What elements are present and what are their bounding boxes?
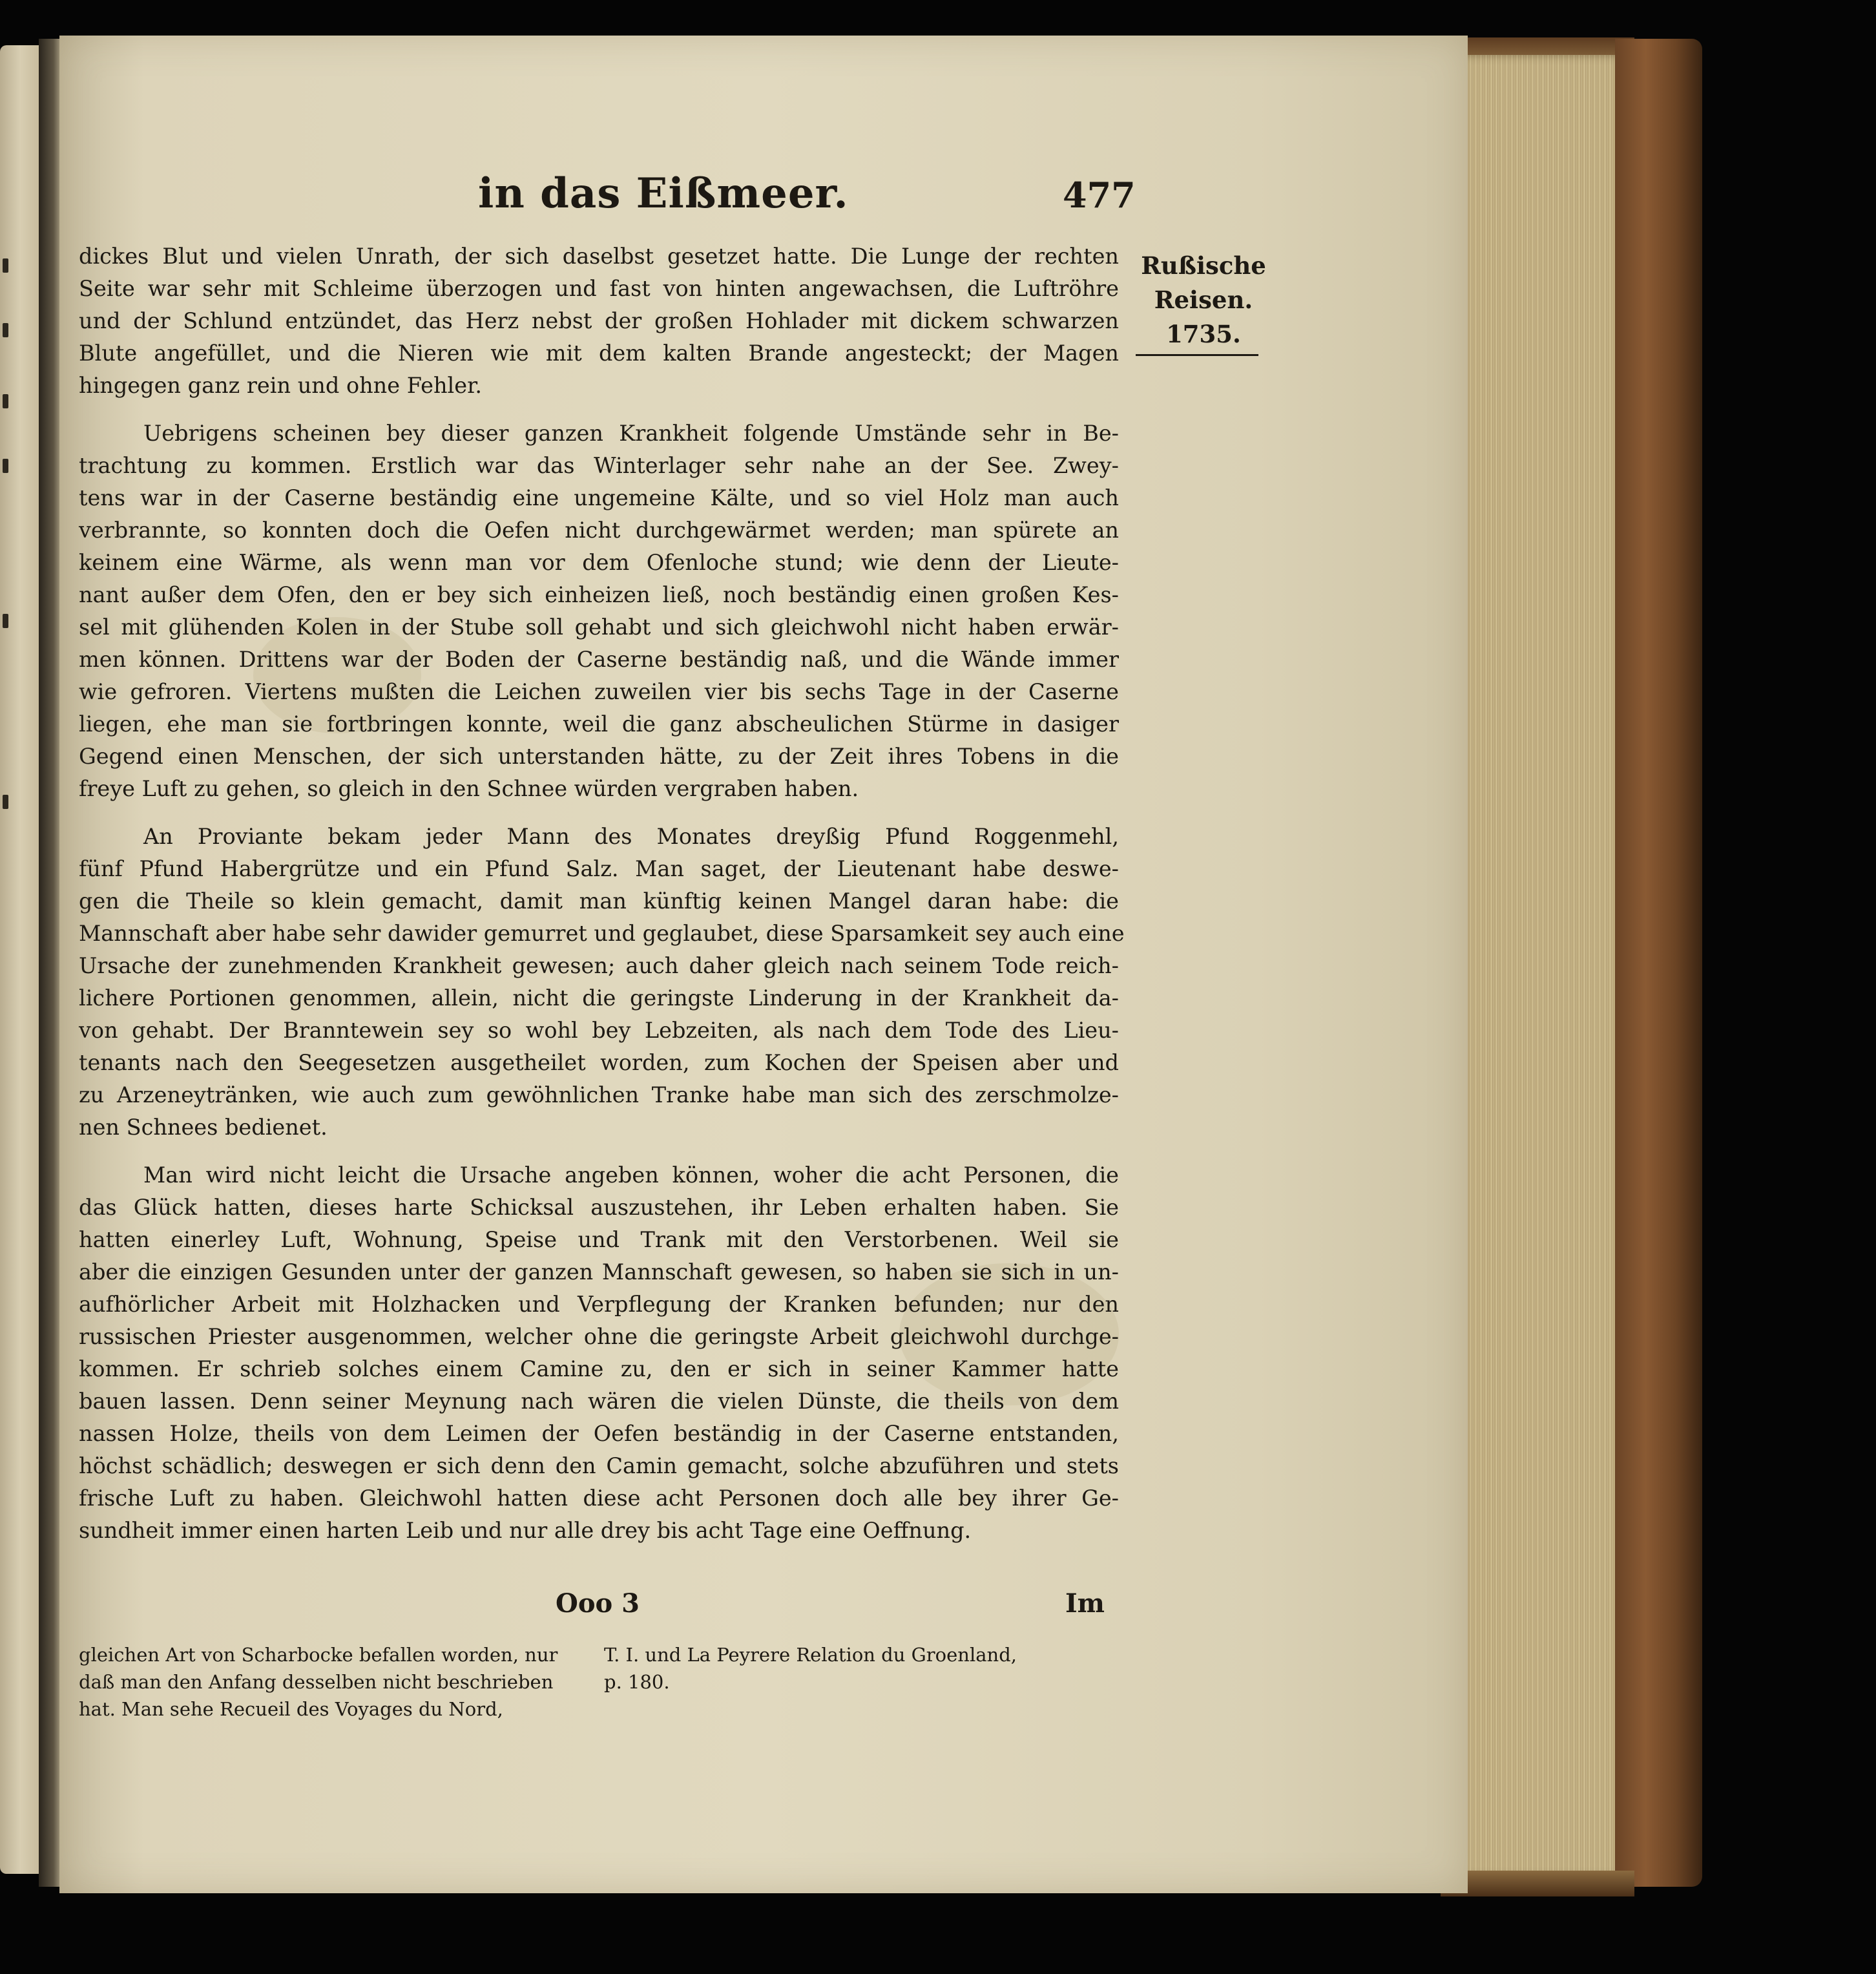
margin-note-year: 1735. xyxy=(1166,320,1241,348)
footnote-line: T. I. und La Peyrere Relation du Groenland, xyxy=(604,1644,1017,1666)
text-line: nen Schnees bedienet. xyxy=(79,1115,328,1140)
text-line: Mannschaft aber habe sehr dawider gemurret und geglaubet, diese Sparsamkeit sey auch eine xyxy=(79,921,1125,946)
text-line: bauen lassen. Denn seiner Meynung nach wären die vielen Dünste, die theils von dem xyxy=(79,1389,1119,1414)
text-line: hingegen ganz rein und ohne Fehler. xyxy=(79,373,483,398)
text-line: Gegend einen Menschen, der sich unterstanden hätte, zu der Zeit ihres Tobens in die xyxy=(79,744,1119,769)
left-page-mark xyxy=(3,459,8,473)
body-text xyxy=(79,240,1125,1547)
text-line: An Proviante bekam jeder Mann des Monates dreyßig Pfund Roggenmehl, xyxy=(143,824,1119,849)
left-page-mark xyxy=(3,323,8,337)
left-page-mark xyxy=(3,614,8,628)
text-line: russischen Priester ausgenommen, welcher ohne die geringste Arbeit gleichwohl durchge- xyxy=(79,1324,1119,1349)
text-line: verbrannte, so konnten doch die Oefen nicht durchgewärmet werden; man spürete an xyxy=(79,518,1119,543)
text-line: trachtung zu kommen. Erstlich war das Winterlager sehr nahe an der See. Zwey- xyxy=(79,453,1119,478)
left-page-mark xyxy=(3,795,8,809)
text-line: frische Luft zu haben. Gleichwohl hatten diese acht Personen doch alle bey ihrer Ge- xyxy=(79,1486,1119,1511)
text-line: keinem eine Wärme, als wenn man vor dem Ofenloche stund; wie denn der Lieute- xyxy=(79,550,1119,575)
text-line: sundheit immer einen harten Leib und nur alle drey bis acht Tage eine Oeffnung. xyxy=(79,1518,972,1543)
text-line: tenants nach den Seegesetzen ausgetheilet worden, zum Kochen der Speisen aber und xyxy=(79,1050,1119,1075)
text-line: nant außer dem Ofen, den er bey sich einheizen ließ, noch beständig einen großen Kes- xyxy=(79,582,1119,607)
text-line: freye Luft zu gehen, so gleich in den Schnee würden vergraben haben. xyxy=(79,776,859,801)
footnote-line: hat. Man sehe Recueil des Voyages du Nord, xyxy=(79,1698,503,1720)
text-line: wie gefroren. Viertens mußten die Leichen zuweilen vier bis sechs Tage in der Caserne xyxy=(79,679,1119,704)
margin-note-line: Reisen. xyxy=(1154,286,1253,314)
text-line: men können. Drittens war der Boden der Caserne beständig naß, und die Wände immer xyxy=(79,647,1119,672)
paragraph xyxy=(79,1159,1119,1547)
footnote-line: daß man den Anfang desselben nicht beschrieben xyxy=(79,1671,554,1693)
text-line: Ursache der zunehmenden Krankheit gewesen; auch daher gleich nach seinem Tode reich- xyxy=(79,953,1119,978)
footnote-left xyxy=(79,1641,576,1723)
text-line: aufhörlicher Arbeit mit Holzhacken und Verpflegung der Kranken befunden; nur den xyxy=(79,1292,1119,1317)
footnote-line: gleichen Art von Scharbocke befallen worden, nur xyxy=(79,1644,558,1666)
text-line: sel mit glühenden Kolen in der Stube soll gehabt und sich gleichwohl nicht haben erwär- xyxy=(79,614,1119,640)
text-line: Uebrigens scheinen bey dieser ganzen Krankheit folgende Umstände sehr in Be- xyxy=(143,421,1119,446)
text-line: zu Arzeneytränken, wie auch zum gewöhnlichen Tranke habe man sich des zerschmolze- xyxy=(79,1082,1119,1108)
cover-bottom-edge xyxy=(1441,1871,1634,1896)
margin-note xyxy=(1136,249,1271,352)
text-line: lichere Portionen genommen, allein, nicht die geringste Linderung in der Krankheit da- xyxy=(79,985,1119,1011)
running-header: in das Eißmeer. xyxy=(478,169,849,218)
signature-mark: Ooo 3 xyxy=(556,1588,640,1619)
page-block-fore-edge xyxy=(1457,55,1618,1877)
page-number: 477 xyxy=(1063,174,1136,216)
text-line: von gehabt. Der Branntewein sey so wohl bey Lebzeiten, als nach dem Tode des Lieu- xyxy=(79,1018,1119,1043)
footnote-right xyxy=(604,1641,1121,1696)
paragraph xyxy=(79,417,1119,805)
text-line: liegen, ehe man sie fortbringen konnte, weil die ganz abscheulichen Stürme in dasiger xyxy=(79,711,1119,737)
text-line: Man wird nicht leicht die Ursache angeben können, woher die acht Personen, die xyxy=(143,1162,1119,1188)
footnote-line: p. 180. xyxy=(604,1671,670,1693)
text-line: Blute angefüllet, und die Nieren wie mit dem kalten Brande angesteckt; der Magen xyxy=(79,341,1119,366)
text-line: gen die Theile so klein gemacht, damit man künftig keinen Mangel daran habe: die xyxy=(79,888,1119,914)
text-line: das Glück hatten, dieses harte Schicksal auszustehen, ihr Leben erhalten haben. Sie xyxy=(79,1195,1119,1220)
left-page-mark xyxy=(3,394,8,408)
text-line: tens war in der Caserne beständig eine ungemeine Kälte, und so viel Holz man auch xyxy=(79,485,1119,510)
paragraph xyxy=(79,821,1125,1144)
text-line: Seite war sehr mit Schleime überzogen und fast von hinten angewachsen, die Luftröhre xyxy=(79,276,1119,301)
text-line: aber die einzigen Gesunden unter der ganzen Mannschaft gewesen, so haben sie sich in un- xyxy=(79,1259,1119,1285)
paragraph xyxy=(79,240,1119,402)
text-line: und der Schlund entzündet, das Herz nebst der großen Hohlader mit dickem schwarzen xyxy=(79,308,1119,333)
text-line: hatten einerley Luft, Wohnung, Speise und Trank mit den Verstorbenen. Weil sie xyxy=(79,1227,1119,1252)
text-line: fünf Pfund Habergrütze und ein Pfund Salz. Man saget, der Lieutenant habe deswe- xyxy=(79,856,1119,881)
leather-cover xyxy=(1615,39,1702,1887)
left-page-mark xyxy=(3,258,8,273)
text-line: höchst schädlich; deswegen er sich denn den Camin gemacht, solche abzuführen und stets xyxy=(79,1453,1119,1478)
margin-note-line: Rußische xyxy=(1141,251,1266,280)
catchword: Im xyxy=(1065,1588,1105,1619)
text-line: kommen. Er schrieb solches einem Camine zu, den er sich in seiner Kammer hatte xyxy=(79,1356,1119,1381)
text-line: nassen Holze, theils von dem Leimen der Oefen beständig in der Caserne entstanden, xyxy=(79,1421,1119,1446)
text-line: dickes Blut und vielen Unrath, der sich daselbst gesetzet hatte. Die Lunge der rechten xyxy=(79,244,1119,269)
margin-ornament-rule xyxy=(1136,354,1258,356)
